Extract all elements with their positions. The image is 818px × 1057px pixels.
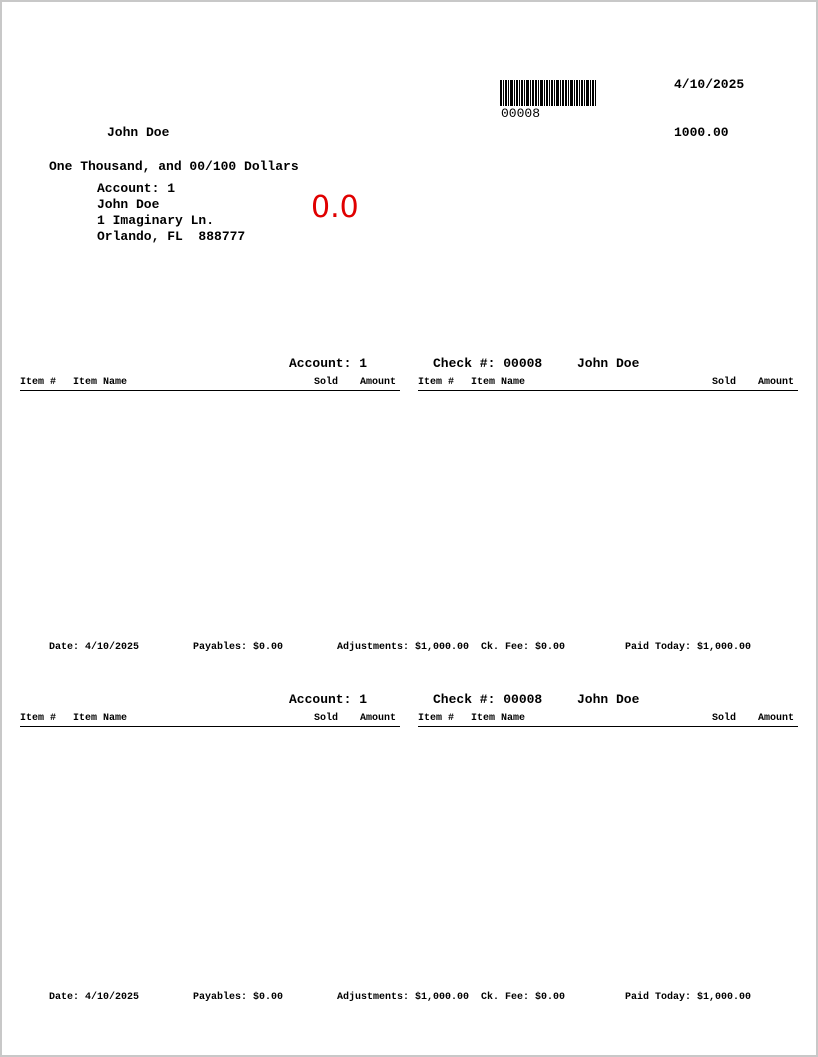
overlay-value: 0.0	[311, 190, 359, 225]
col-sold: Sold	[314, 377, 339, 388]
stub-footer-ck-fee: Ck. Fee: $0.00	[481, 642, 566, 653]
address-line-street: 1 Imaginary Ln.	[97, 213, 215, 228]
stub-footer-paid-today: Paid Today: $1,000.00	[625, 992, 752, 1003]
stub-name: John Doe	[577, 356, 640, 371]
stub-header-right	[418, 712, 798, 727]
col-amount: Amount	[758, 377, 795, 388]
col-item-number: Item #	[20, 377, 57, 388]
barcode-number: 00008	[501, 106, 541, 121]
check-date: 4/10/2025	[674, 77, 745, 92]
col-item-number: Item #	[20, 713, 57, 724]
stub-header-left	[20, 712, 400, 727]
payee-name: John Doe	[107, 125, 170, 140]
col-sold: Sold	[712, 713, 737, 724]
barcode-image	[500, 80, 596, 106]
stub-footer-date: Date: 4/10/2025	[49, 642, 140, 653]
col-item-number: Item #	[418, 377, 455, 388]
col-item-name: Item Name	[73, 377, 128, 388]
stub-footer-paid-today: Paid Today: $1,000.00	[625, 642, 752, 653]
stub-footer-adjustments: Adjustments: $1,000.00	[337, 642, 470, 653]
stub-check-number: Check #: 00008	[433, 692, 543, 707]
stub-account: Account: 1	[289, 692, 368, 707]
stub-header-right	[418, 376, 798, 391]
check-amount: 1000.00	[674, 125, 729, 140]
col-amount: Amount	[360, 377, 397, 388]
amount-in-words: One Thousand, and 00/100 Dollars	[49, 159, 299, 174]
stub-name: John Doe	[577, 692, 640, 707]
col-sold: Sold	[314, 713, 339, 724]
col-item-name: Item Name	[73, 713, 128, 724]
address-line-city: Orlando, FL 888777	[97, 229, 246, 244]
col-item-name: Item Name	[471, 377, 526, 388]
stub-footer-payables: Payables: $0.00	[193, 992, 284, 1003]
col-amount: Amount	[360, 713, 397, 724]
col-item-number: Item #	[418, 713, 455, 724]
col-amount: Amount	[758, 713, 795, 724]
col-item-name: Item Name	[471, 713, 526, 724]
address-line-name: John Doe	[97, 197, 160, 212]
stub-header-left	[20, 376, 400, 391]
stub-footer-date: Date: 4/10/2025	[49, 992, 140, 1003]
stub-check-number: Check #: 00008	[433, 356, 543, 371]
stub-footer-ck-fee: Ck. Fee: $0.00	[481, 992, 566, 1003]
address-line-account: Account: 1	[97, 181, 176, 196]
col-sold: Sold	[712, 377, 737, 388]
stub-footer-adjustments: Adjustments: $1,000.00	[337, 992, 470, 1003]
stub-footer-payables: Payables: $0.00	[193, 642, 284, 653]
stub-account: Account: 1	[289, 356, 368, 371]
